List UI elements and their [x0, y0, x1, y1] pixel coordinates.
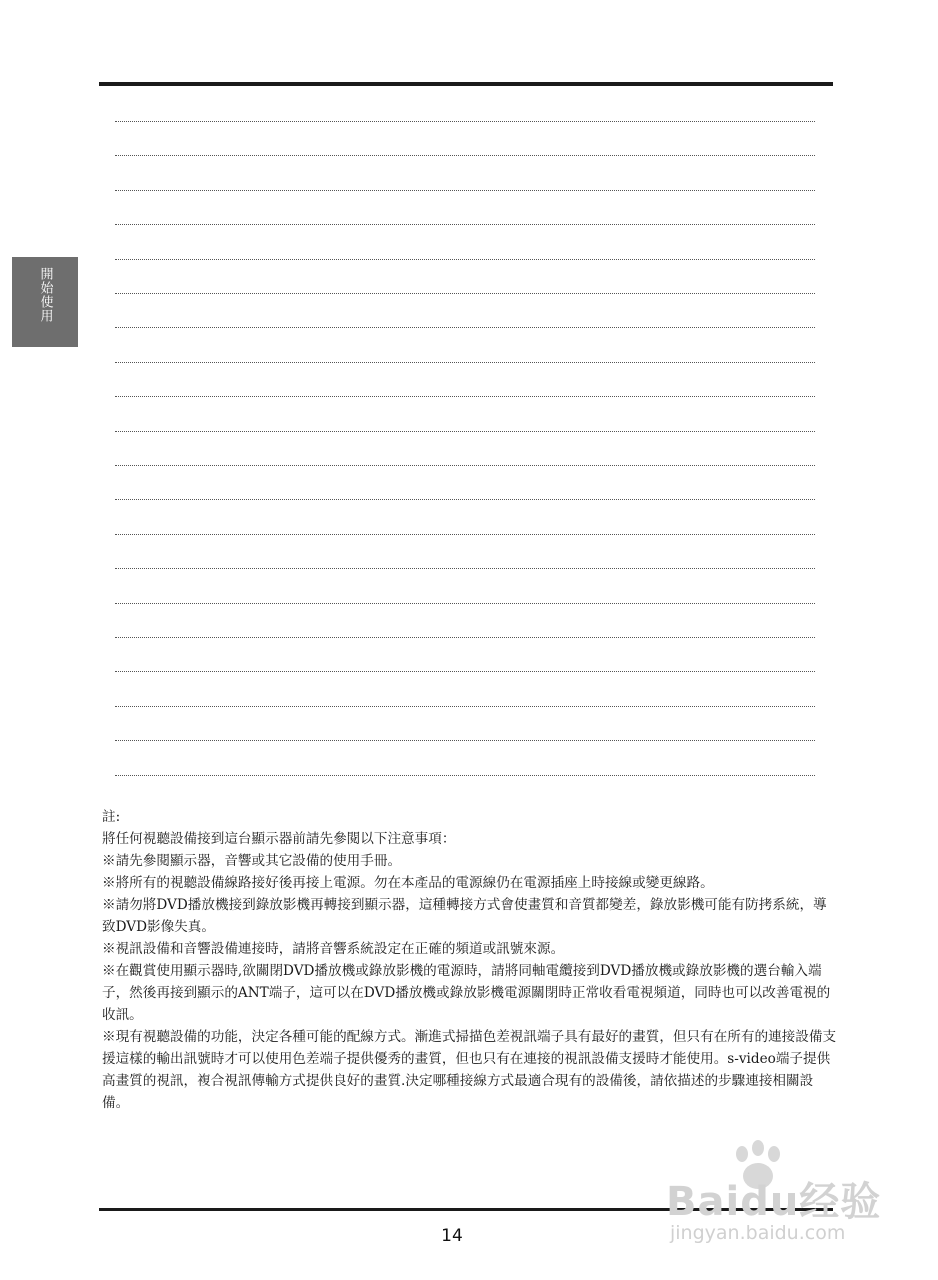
note-line	[115, 431, 815, 432]
note-lines	[115, 0, 815, 800]
note-item: ※現有視聽設備的功能，決定各種可能的配線方式。漸進式掃描色差視訊端子具有最好的畫質，但只有在所有的連接設備支援這樣的輸出訊號時才可以使用色差端子提供優秀的畫質，但也只有在連接的視訊設備支援時才能使用。s-video端子提供高畫質的視訊，複合視訊傳輸方式提供良好的畫質.決定哪種接線方式最適合現有的設備後，請依描述的步驟連接相關設備。	[102, 1029, 837, 1111]
watermark	[662, 1140, 892, 1270]
section-tab	[12, 257, 78, 347]
note-line	[115, 603, 815, 604]
note-line	[115, 155, 815, 156]
note-line	[115, 671, 815, 672]
note-line	[115, 568, 815, 569]
note-line	[115, 465, 815, 466]
note-line	[115, 190, 815, 191]
watermark-url: jingyan.baidu.com	[670, 1222, 846, 1244]
note-item: ※視訊設備和音響設備連接時，請將音響系統設定在正確的頻道或訊號來源。	[102, 941, 565, 957]
note-line	[115, 293, 815, 294]
page-number: 14	[441, 1226, 463, 1246]
note-item: ※請勿將DVD播放機接到錄放影機再轉接到顯示器，這種轉接方式會使畫質和音質都變差，錄放影機可能有防拷系統，導致DVD影像失真。	[102, 897, 827, 935]
note-line	[115, 362, 815, 363]
note-item: ※請先參閱顯示器，音響或其它設備的使用手冊。	[102, 853, 402, 869]
note-line	[115, 121, 815, 122]
note-item: ※將所有的視聽設備線路接好後再接上電源。勿在本產品的電源線仍在電源插座上時接線或變更線路。	[102, 875, 714, 891]
note-line	[115, 327, 815, 328]
note-line	[115, 396, 815, 397]
note-line	[115, 534, 815, 535]
note-line	[115, 499, 815, 500]
note-item: ※在觀賞使用顯示器時,欲關閉DVD播放機或錄放影機的電源時，請將同軸電纜接到DVD播放機或錄放影機的選台輸入端子，然後再接到顯示的ANT端子，這可以在DVD播放機或錄放影機電源關閉時正常收看電視頻道，同時也可以改善電視的收訊。	[102, 963, 831, 1023]
note-line	[115, 224, 815, 225]
note-line	[115, 740, 815, 741]
notes-intro: 將任何視聽設備接到這台顯示器前請先參閱以下注意事項：	[102, 831, 456, 847]
notes-heading: 註:	[102, 809, 121, 825]
note-line	[115, 775, 815, 776]
note-line	[115, 259, 815, 260]
note-line	[115, 706, 815, 707]
watermark-brand: Baidu经验	[666, 1179, 882, 1225]
notes-section	[102, 806, 840, 1114]
section-tab-label: 開始使用	[37, 267, 53, 323]
note-line	[115, 637, 815, 638]
